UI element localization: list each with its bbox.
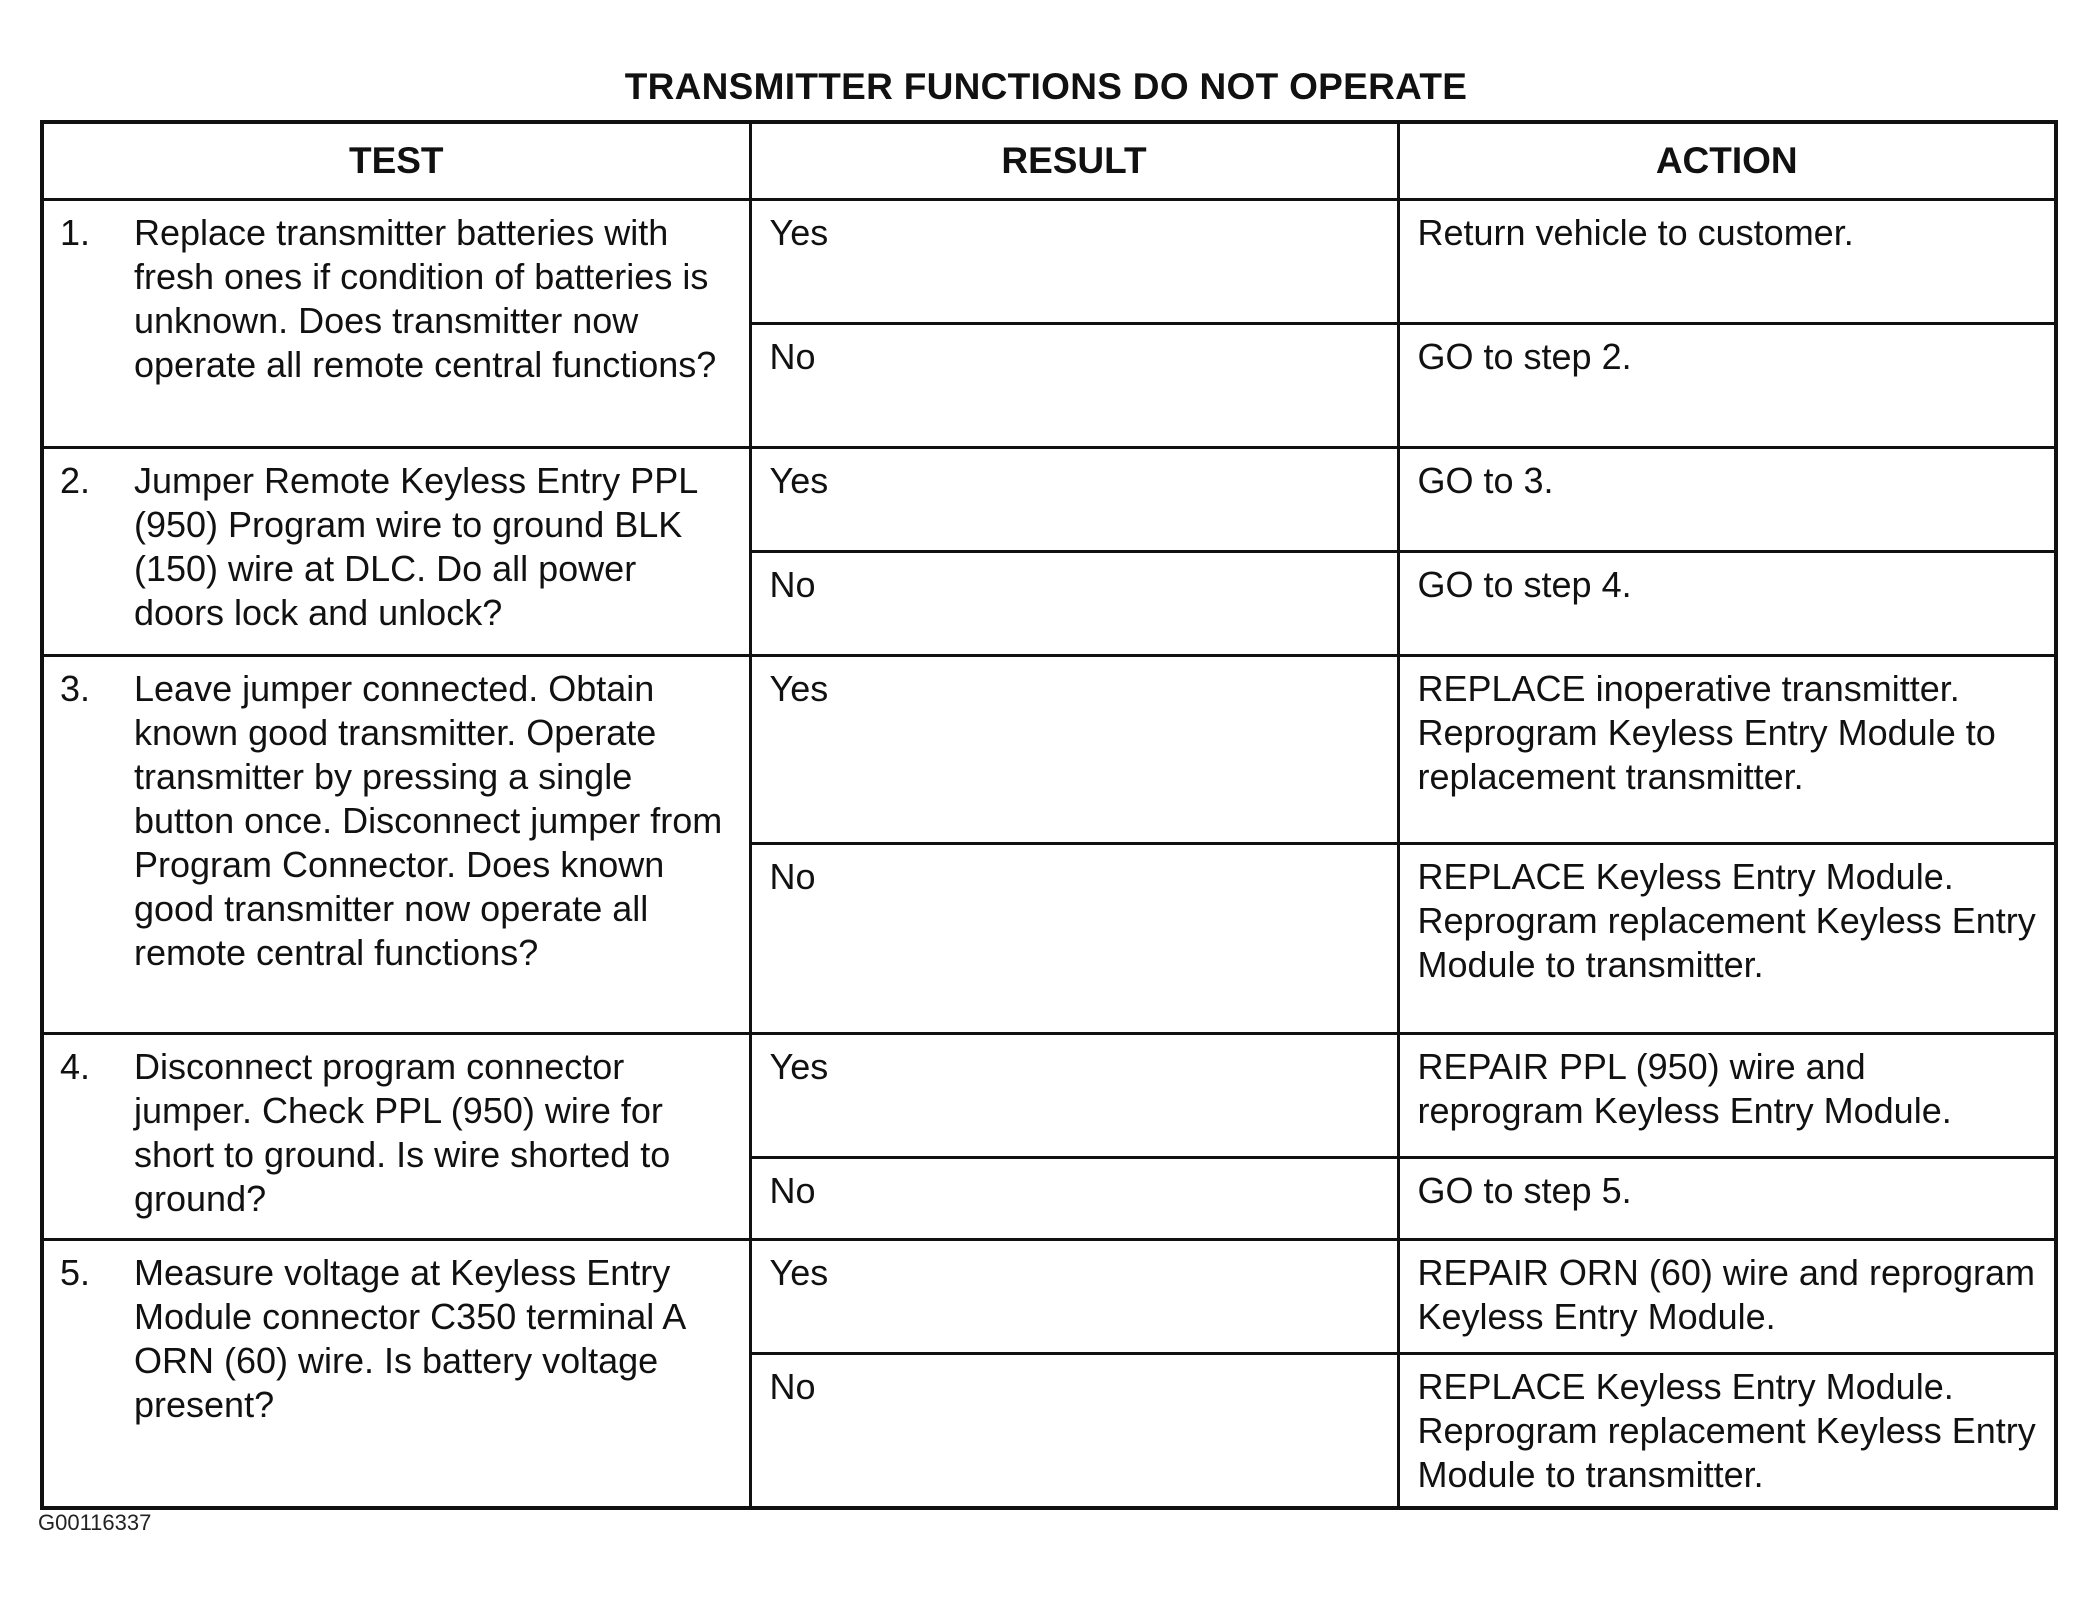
table-row: [42, 1034, 2056, 1158]
test-text: Measure voltage at Keyless Entry Module connector C350 terminal A ORN (60) wire. Is battery voltage present?: [134, 1252, 685, 1425]
result-cell: Yes: [750, 1034, 1398, 1158]
result-cell: Yes: [750, 656, 1398, 844]
table-row: [42, 656, 2056, 844]
result-cell: Yes: [750, 200, 1398, 324]
result-cell: No: [750, 552, 1398, 656]
action-cell: REPAIR PPL (950) wire and reprogram Keyless Entry Module.: [1398, 1034, 2056, 1158]
result-cell: No: [750, 1158, 1398, 1240]
action-cell: GO to step 5.: [1398, 1158, 2056, 1240]
test-cell: [42, 448, 750, 656]
action-cell: REPAIR ORN (60) wire and reprogram Keyless Entry Module.: [1398, 1240, 2056, 1354]
table-row: [42, 200, 2056, 324]
test-cell: [42, 200, 750, 448]
table-row: [42, 1240, 2056, 1354]
header-test: TEST: [42, 122, 750, 200]
step-number: 4.: [60, 1046, 91, 1087]
troubleshooting-table: [40, 120, 2058, 1510]
result-cell: No: [750, 324, 1398, 448]
result-cell: No: [750, 844, 1398, 1034]
test-text: Replace transmitter batteries with fresh ones if condition of batteries is unknown. Does transmitter now operate all remote central functions?: [134, 212, 717, 385]
result-cell: Yes: [750, 448, 1398, 552]
action-cell: REPLACE Keyless Entry Module. Reprogram replacement Keyless Entry Module to transmitter.: [1398, 1354, 2056, 1508]
action-cell: Return vehicle to customer.: [1398, 200, 2056, 324]
action-cell: REPLACE Keyless Entry Module. Reprogram replacement Keyless Entry Module to transmitter.: [1398, 844, 2056, 1034]
page-title: TRANSMITTER FUNCTIONS DO NOT OPERATE: [624, 66, 1468, 107]
step-number: 1.: [60, 212, 91, 253]
step-number: 5.: [60, 1252, 91, 1293]
action-cell: REPLACE inoperative transmitter. Reprogram Keyless Entry Module to replacement transmitter.: [1398, 656, 2056, 844]
result-cell: No: [750, 1354, 1398, 1508]
test-cell: [42, 656, 750, 1034]
step-number: 3.: [60, 668, 91, 709]
test-text: Disconnect program connector jumper. Check PPL (950) wire for short to ground. Is wire shorted to ground?: [134, 1046, 671, 1219]
result-cell: Yes: [750, 1240, 1398, 1354]
action-cell: GO to step 4.: [1398, 552, 2056, 656]
test-text: Leave jumper connected. Obtain known good transmitter. Operate transmitter by pressing a single button once. Disconnect jumper from Program Connector. Does known good transmitter now operate all remote central functions?: [134, 668, 723, 973]
header-action: ACTION: [1398, 122, 2056, 200]
header-result: RESULT: [750, 122, 1398, 200]
test-text: Jumper Remote Keyless Entry PPL (950) Program wire to ground BLK (150) wire at DLC. Do all power doors lock and unlock?: [134, 460, 697, 633]
header-row: [42, 122, 2056, 200]
action-cell: GO to 3.: [1398, 448, 2056, 552]
action-cell: GO to step 2.: [1398, 324, 2056, 448]
test-cell: [42, 1034, 750, 1240]
step-number: 2.: [60, 460, 91, 501]
figure-id: G00116337: [38, 1510, 152, 1535]
test-cell: [42, 1240, 750, 1508]
table-row: [42, 448, 2056, 552]
